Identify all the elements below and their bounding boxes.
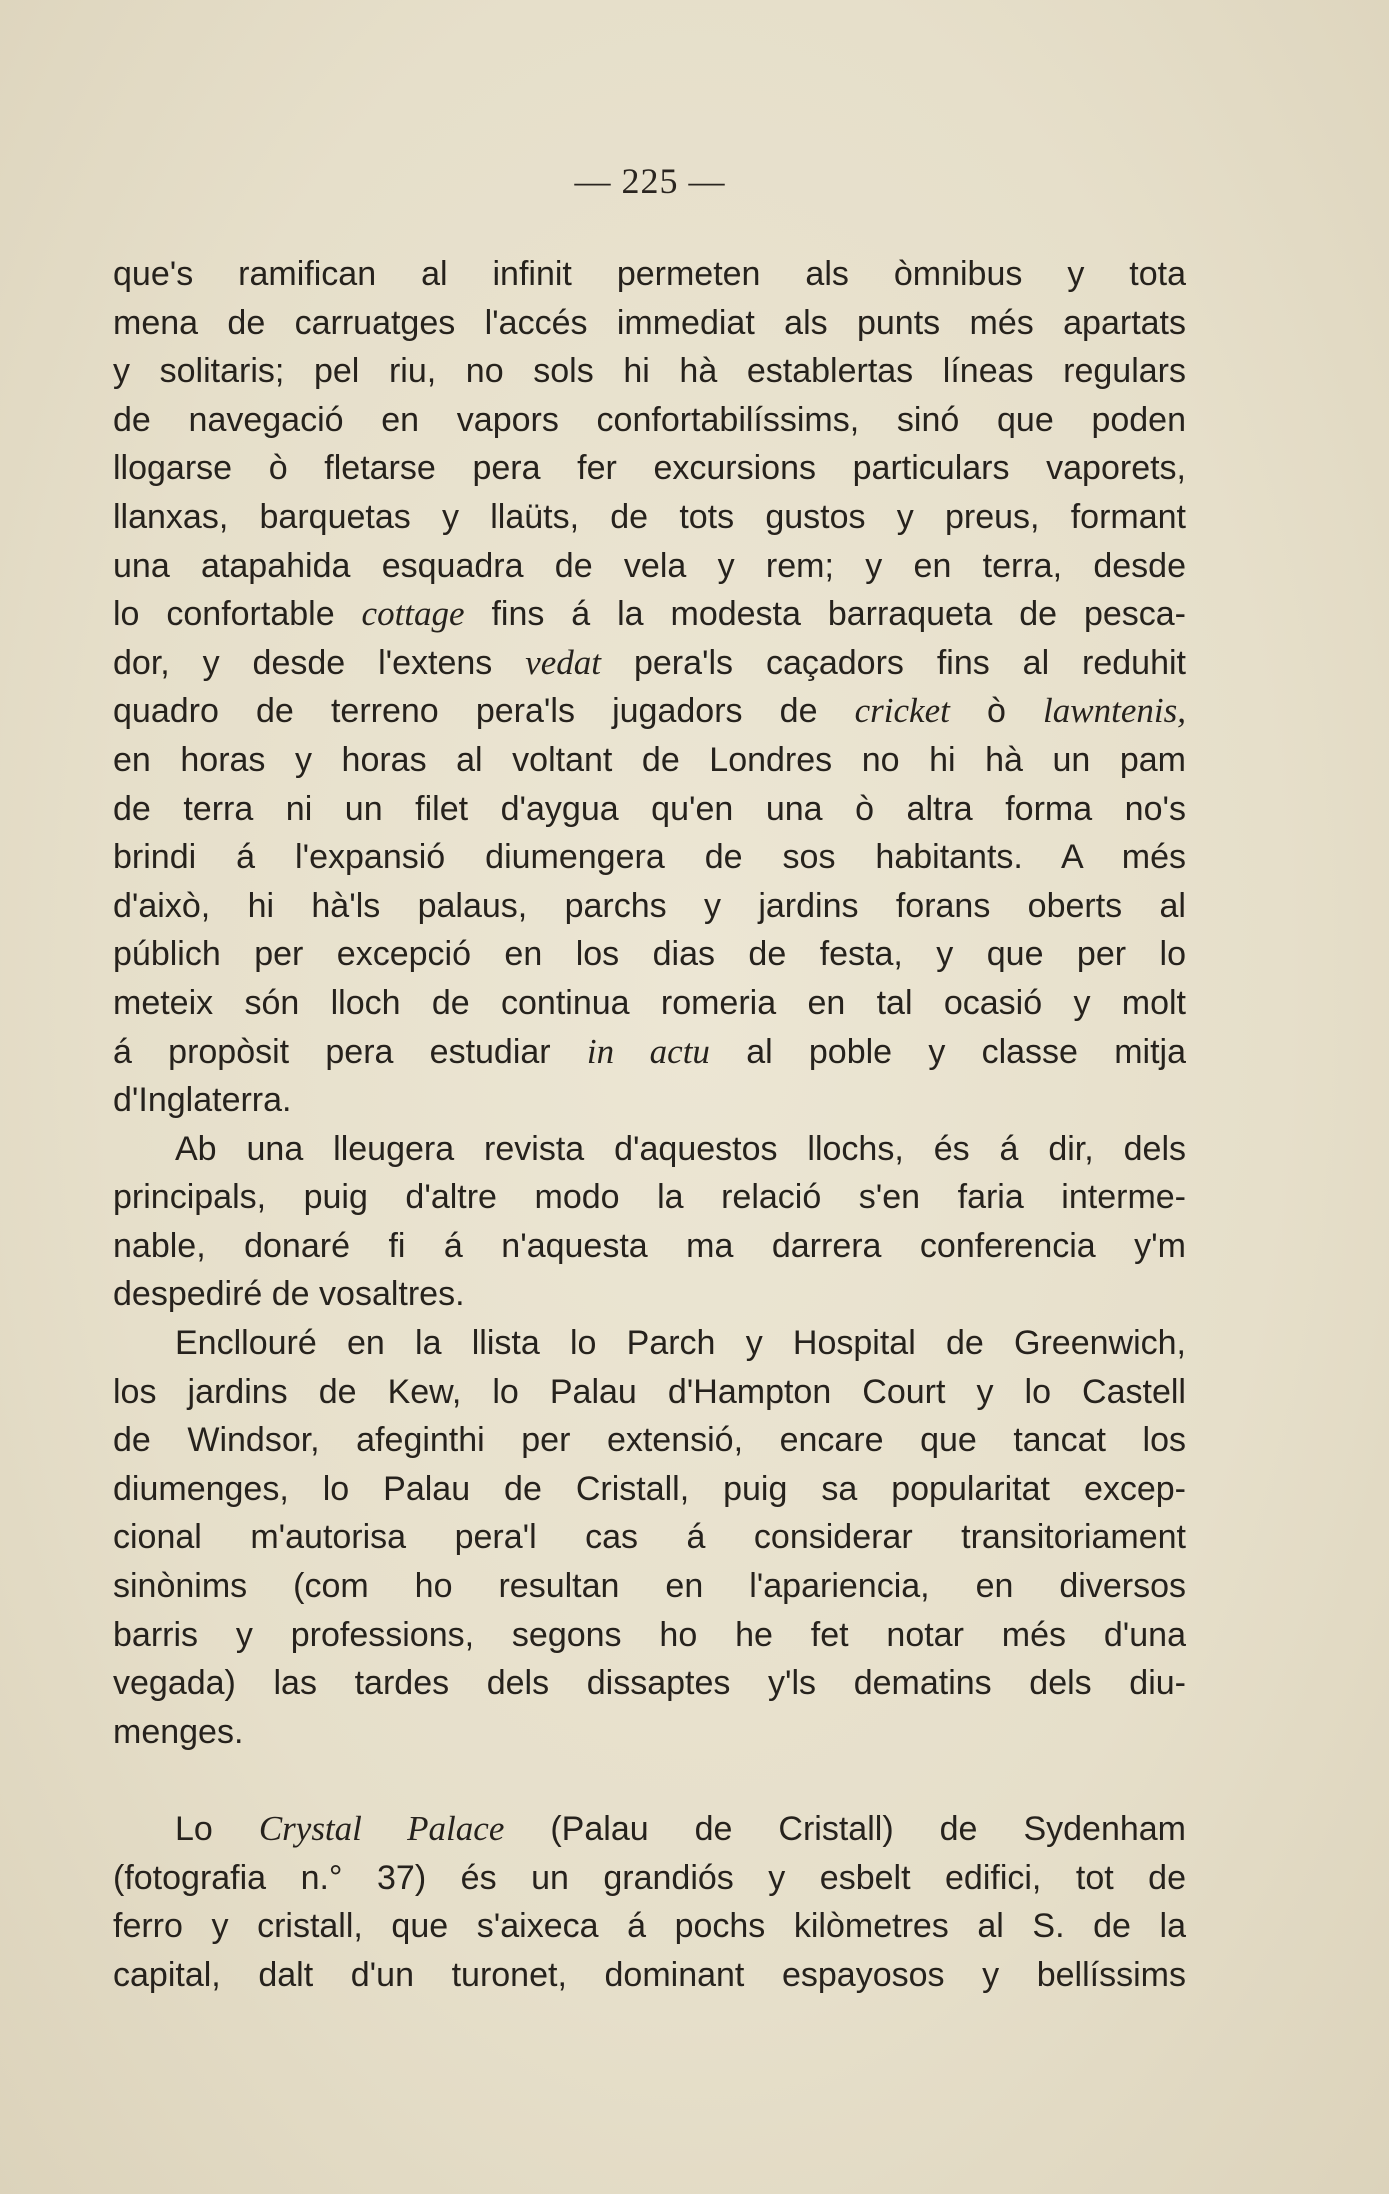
- text-line: [113, 930, 1186, 979]
- text-line: [113, 1951, 1186, 2000]
- text-line: [113, 493, 1186, 542]
- text-segment: (Palau de Cristall) de Sydenham: [504, 1810, 1186, 1848]
- text-line: [113, 1659, 1186, 1708]
- text-segment: públich per excepció en los dias de festa, y que per lo: [113, 935, 1186, 974]
- text-line: [113, 1125, 1186, 1174]
- text-segment: barris y professions, segons ho he fet notar més d'una: [113, 1615, 1186, 1654]
- text-segment: Lo: [175, 1810, 259, 1848]
- text-segment: despediré de vosaltres.: [113, 1275, 465, 1314]
- text-line: [113, 882, 1186, 931]
- text-line: [113, 1611, 1186, 1660]
- text-segment: quadro de terreno pera'ls jugadors de: [113, 692, 855, 731]
- text-segment: de Windsor, afeginthi per extensió, encare que tancat los: [113, 1421, 1186, 1460]
- text-segment: llogarse ò fletarse pera fer excursions particulars vaporets,: [113, 449, 1186, 488]
- text-line: [113, 736, 1186, 785]
- text-segment: sinònims (com ho resultan en l'apariencia, en diversos: [113, 1567, 1186, 1606]
- text-segment: Encllouré en la llista lo Parch y Hospital de Greenwich,: [175, 1324, 1186, 1363]
- text-line: [113, 590, 1186, 639]
- text-line: [113, 1416, 1186, 1465]
- text-segment: mena de carruatges l'accés immediat als punts més apartats: [113, 303, 1186, 342]
- text-line: [113, 299, 1186, 348]
- text-segment: de terra ni un filet d'aygua qu'en una ò altra forma no's: [113, 789, 1186, 828]
- text-segment: llanxas, barquetas y llaüts, de tots gustos y preus, formant: [113, 497, 1186, 536]
- text-line: [113, 1562, 1186, 1611]
- page-number: — 225 —: [574, 161, 726, 201]
- paragraph: [113, 1125, 1186, 1319]
- text-line: [113, 639, 1186, 688]
- italic-term: in actu: [586, 1031, 710, 1071]
- text-segment: al poble y classe mitja: [709, 1032, 1186, 1071]
- text-line: [113, 250, 1186, 299]
- text-line: [113, 1173, 1186, 1222]
- text-segment: dor, y desde l'extens: [113, 643, 526, 682]
- text-segment: de navegació en vapors confortabilíssims, sinó que poden: [113, 400, 1186, 439]
- text-segment: meteix són lloch de continua romeria en tal ocasió y molt: [113, 983, 1186, 1022]
- text-line: [113, 785, 1186, 834]
- text-line: [113, 396, 1186, 445]
- text-line: [113, 347, 1186, 396]
- paragraph: [113, 1319, 1186, 1756]
- text-segment: en horas y horas al voltant de Londres no hi hà un pam: [113, 740, 1186, 779]
- text-segment: lo confortable: [113, 595, 362, 634]
- text-segment: principals, puig d'altre modo la relació s'en faria interme-: [113, 1178, 1186, 1217]
- text-segment: (fotografia n.° 37) és un grandiós y esbelt edifici, tot de: [113, 1858, 1186, 1897]
- italic-term: Crystal Palace: [258, 1809, 505, 1848]
- text-line: [113, 1465, 1186, 1514]
- text-segment: capital, dalt d'un turonet, dominant espayosos y bellíssims: [113, 1955, 1186, 1994]
- text-line: [113, 542, 1186, 591]
- text-segment: ferro y cristall, que s'aixeca á pochs kilòmetres al S. de la: [113, 1907, 1186, 1946]
- italic-term: cricket: [854, 691, 950, 731]
- text-line: [113, 1222, 1186, 1271]
- text-segment: brindi á l'expansió diumengera de sos habitants. A més: [113, 838, 1186, 877]
- text-line: [113, 444, 1186, 493]
- text-segment: los jardins de Kew, lo Palau d'Hampton Court y lo Castell: [113, 1372, 1186, 1411]
- text-line: [113, 833, 1186, 882]
- body-text: [113, 250, 1186, 1999]
- text-line: [113, 1902, 1186, 1951]
- text-segment: d'això, hi hà'ls palaus, parchs y jardins forans oberts al: [113, 886, 1186, 925]
- text-line: [113, 1076, 1186, 1125]
- text-line: [113, 979, 1186, 1028]
- italic-term: cottage: [361, 594, 465, 634]
- text-segment: nable, donaré fi á n'aquesta ma darrera conferencia y'm: [113, 1226, 1186, 1265]
- italic-term: lawntenis,: [1043, 691, 1186, 731]
- text-line: [113, 1805, 1186, 1854]
- text-segment: Ab una lleugera revista d'aquestos llochs, és á dir, dels: [175, 1129, 1186, 1168]
- italic-term: vedat: [525, 642, 602, 682]
- paragraph-gap: [113, 1756, 1186, 1805]
- text-segment: una atapahida esquadra de vela y rem; y en terra, desde: [113, 546, 1186, 585]
- text-segment: fins á la modesta barraqueta de pesca-: [464, 595, 1186, 634]
- text-segment: y solitaris; pel riu, no sols hi hà establertas líneas regulars: [113, 352, 1186, 391]
- text-segment: á propòsit pera estudiar: [113, 1032, 587, 1071]
- text-line: [113, 1513, 1186, 1562]
- text-segment: diumenges, lo Palau de Cristall, puig sa popularitat excep-: [113, 1469, 1186, 1508]
- text-line: [113, 687, 1186, 736]
- text-line: [113, 1708, 1186, 1757]
- text-segment: menges.: [113, 1712, 244, 1751]
- paragraph: [113, 1805, 1186, 1999]
- text-line: [113, 1319, 1186, 1368]
- text-segment: d'Inglaterra.: [113, 1081, 292, 1120]
- text-segment: pera'ls caçadors fins al reduhit: [601, 643, 1186, 682]
- text-segment: vegada) las tardes dels dissaptes y'ls dematins dels diu-: [113, 1664, 1186, 1703]
- paragraph: [113, 250, 1186, 1125]
- text-line: [113, 1854, 1186, 1903]
- text-segment: que's ramifican al infinit permeten als òmnibus y tota: [113, 255, 1186, 293]
- text-line: [113, 1028, 1186, 1077]
- text-segment: cional m'autorisa pera'l cas á considerar transitoriament: [113, 1518, 1186, 1557]
- text-segment: ò: [949, 692, 1044, 731]
- text-line: [113, 1270, 1186, 1319]
- text-line: [113, 1368, 1186, 1417]
